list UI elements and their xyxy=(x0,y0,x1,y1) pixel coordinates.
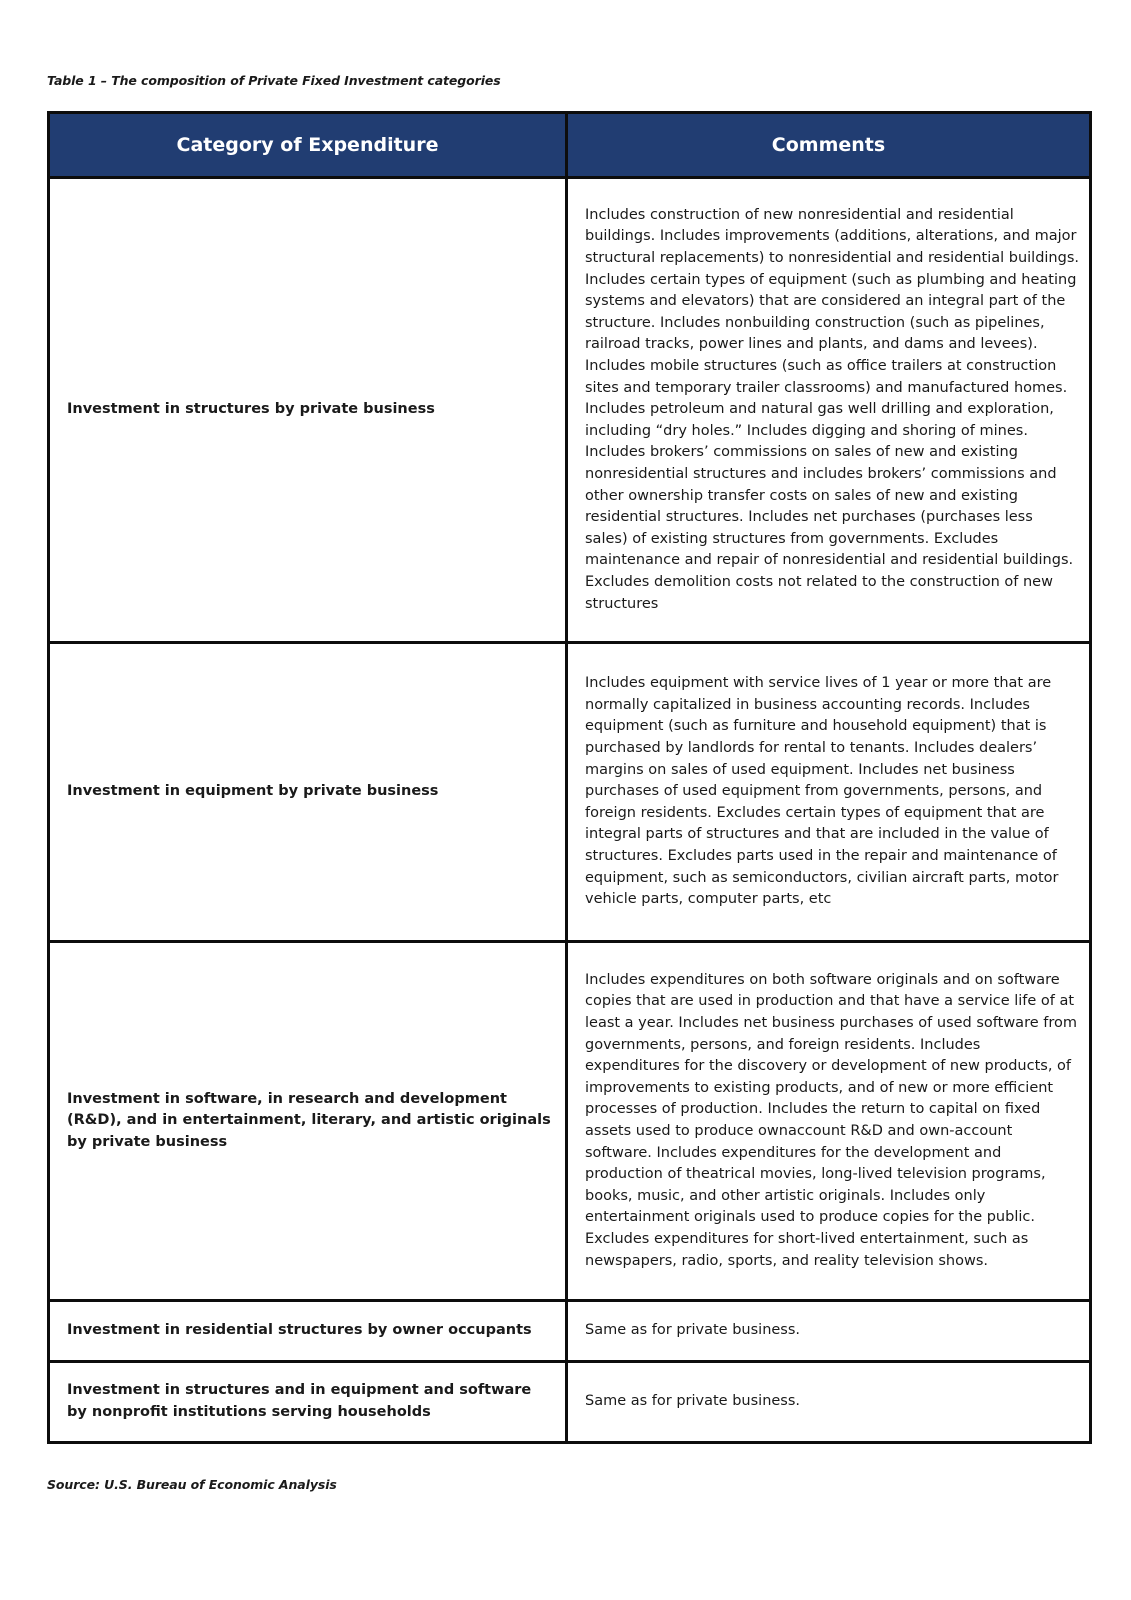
column-header-category: Category of Expenditure xyxy=(49,113,567,178)
comments-cell: Same as for private business. xyxy=(567,1301,1091,1362)
comments-cell: Includes equipment with service lives of 1 year or more that are normally capitalized in business accounting records. Includes equipment (such as furniture and household equipment) that is purchased by landlords for rental to tenants. Includes dealers’ margins on sales of used equipment. Includes net business purchases of used equipment from governments, persons, and foreign residents. Excludes certain types of equipment that are integral parts of structures and that are included in the value of structures. Excludes parts used in the repair and maintenance of equipment, such as semiconductors, civilian aircraft parts, motor vehicle parts, computer parts, etc xyxy=(567,643,1091,942)
column-header-comments: Comments xyxy=(567,113,1091,178)
table-row xyxy=(49,942,1091,1301)
comments-cell: Includes construction of new nonresidential and residential buildings. Includes improvements (additions, alterations, and major structural replacements) to nonresidential and residential buildings. Includes certain types of equipment (such as plumbing and heating systems and elevators) that are considered an integral part of the structure. Includes nonbuilding construction (such as pipelines, railroad tracks, power lines and plants, and dams and levees). Includes mobile structures (such as office trailers at construction sites and temporary trailer classrooms) and manufactured homes. Includes petroleum and natural gas well drilling and exploration, including “dry holes.” Includes digging and shoring of mines. Includes brokers’ commissions on sales of new and existing nonresidential structures and includes brokers’ commissions and other ownership transfer costs on sales of new and existing residential structures. Includes net purchases (purchases less sales) of existing structures from governments. Excludes maintenance and repair of nonresidential and residential buildings. Excludes demolition costs not related to the construction of new structures xyxy=(567,178,1091,643)
source-note: Source: U.S. Bureau of Economic Analysis xyxy=(47,1477,337,1492)
category-cell: Investment in structures and in equipment and software by nonprofit institutions serving households xyxy=(49,1362,567,1443)
table-row xyxy=(49,1301,1091,1362)
private-fixed-investment-table xyxy=(47,111,1092,1444)
comments-cell: Includes expenditures on both software originals and on software copies that are used in production and that have a service life of at least a year. Includes net business purchases of used software from governments, persons, and foreign residents. Includes expenditures for the discovery or development of new products, of improvements to existing products, and of new or more efficient processes of production. Includes the return to capital on fixed assets used to produce ownaccount R&D and own-account software. Includes expenditures for the development and production of theatrical movies, long-lived television programs, books, music, and other artistic originals. Includes only entertainment originals used to produce copies for the public. Excludes expenditures for short-lived entertainment, such as newspapers, radio, sports, and reality television shows. xyxy=(567,942,1091,1301)
table-header-row xyxy=(49,113,1091,178)
category-cell: Investment in structures by private business xyxy=(49,178,567,643)
category-cell: Investment in software, in research and development (R&D), and in entertainment, literary, and artistic originals by private business xyxy=(49,942,567,1301)
table-row xyxy=(49,643,1091,942)
category-cell: Investment in residential structures by owner occupants xyxy=(49,1301,567,1362)
table-caption: Table 1 – The composition of Private Fixed Investment categories xyxy=(47,73,501,88)
table-row xyxy=(49,1362,1091,1443)
table-row xyxy=(49,178,1091,643)
comments-cell: Same as for private business. xyxy=(567,1362,1091,1443)
category-cell: Investment in equipment by private business xyxy=(49,643,567,942)
